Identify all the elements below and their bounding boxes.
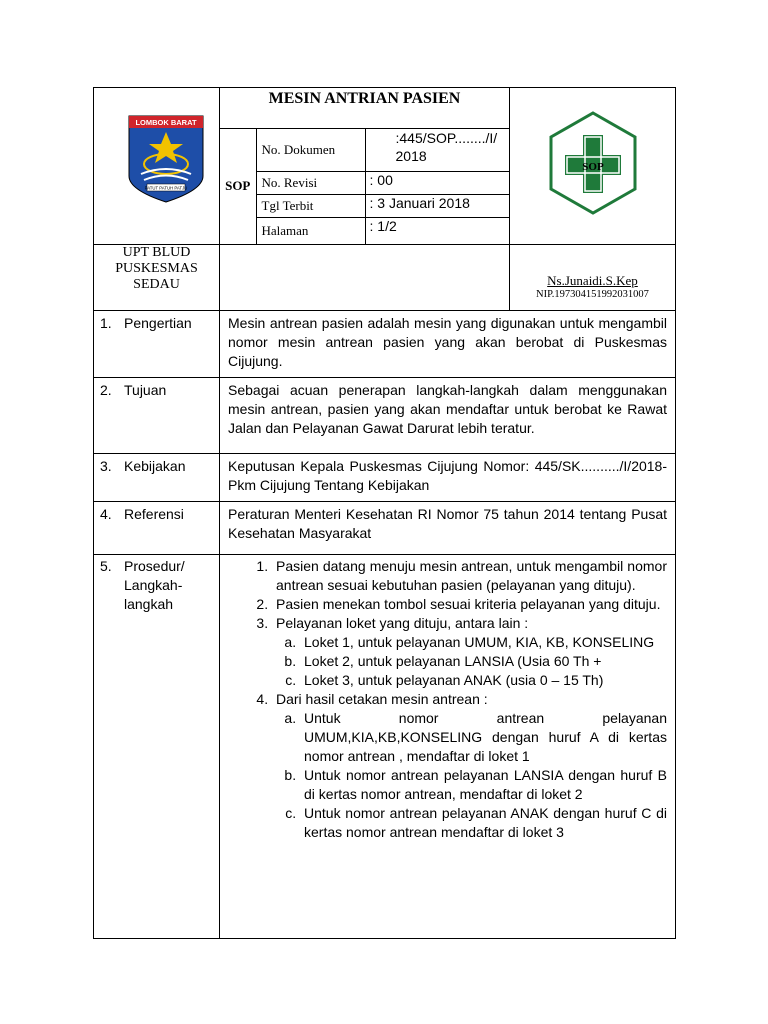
procedure-substep: b. Loket 2, untuk pelayanan LANSIA (Usia 60 Th + bbox=[300, 652, 667, 671]
section-body-kebijakan: Keputusan Kepala Puskesmas Cijujung Nomor: 445/SK........../I/2018-Pkm Cijujung Tentang Kebijakan bbox=[220, 454, 676, 502]
step-text: Pelayanan loket yang dituju, antara lain : bbox=[276, 615, 529, 631]
lombok-barat-emblem bbox=[127, 114, 205, 204]
section-body-prosedur bbox=[220, 555, 676, 939]
meta-value-halaman: : 1/2 bbox=[365, 218, 509, 244]
procedure-substep: a. Untuk nomor antrean pelayanan UMUM,KIA,KB,KONSELING dengan huruf A di kertas nomor antrean , mendaftar di loket 1 bbox=[300, 709, 667, 766]
right-logo-cell bbox=[510, 88, 676, 245]
logo-left-banner: LOMBOK BARAT bbox=[135, 118, 197, 127]
section-number: 5. bbox=[100, 558, 112, 574]
left-logo-cell bbox=[94, 88, 220, 245]
logo-left-motto: PATUT PATUH PATJU bbox=[144, 185, 188, 191]
procedure-substep: b. Untuk nomor antrean pelayanan LANSIA dengan huruf B di kertas nomor antrean, mendaftar di loket 2 bbox=[300, 766, 667, 804]
section-label-text: Referensi bbox=[124, 506, 184, 522]
section-body-pengertian: Mesin antrean pasien adalah mesin yang digunakan untuk mengambil nomor mesin antrean pasien yang akan berobat di Puskesmas Cijujung. bbox=[220, 311, 676, 378]
signature-cell bbox=[510, 245, 676, 311]
procedure-step bbox=[272, 690, 667, 842]
unit-line3: SEDAU bbox=[133, 277, 180, 292]
logo-right-text: SOP bbox=[582, 161, 604, 173]
section-body-tujuan: Sebagai acuan penerapan langkah-langkah dalam menggunakan mesin antrean, pasien yang akan mendaftar untuk berobat ke Rawat Jalan dan Pelayanan Gawat Darurat lebih teratur. bbox=[220, 378, 676, 454]
procedure-step bbox=[272, 557, 667, 595]
section-label-text: Pengertian bbox=[124, 315, 192, 331]
step-text: Pasien menekan tombol sesuai kriteria pelayanan yang dituju. bbox=[276, 596, 661, 612]
procedure-substep: c. Untuk nomor antrean pelayanan ANAK dengan huruf C di kertas nomor antrean mendaftar di loket 3 bbox=[300, 804, 667, 842]
document-title: MESIN ANTRIAN PASIEN bbox=[268, 90, 461, 107]
meta-label-no-dokumen: No. Dokumen bbox=[256, 129, 365, 172]
section-label-text: Kebijakan bbox=[124, 458, 186, 474]
procedure-substeps bbox=[276, 633, 667, 690]
title-meta-cell bbox=[220, 88, 510, 245]
section-body-referensi: Peraturan Menteri Kesehatan RI Nomor 75 tahun 2014 tentang Pusat Kesehatan Masyarakat bbox=[220, 502, 676, 555]
signatory-nip: NIP.197304151992031007 bbox=[536, 288, 649, 300]
blank-cell bbox=[220, 245, 510, 311]
section-label-text: langkah bbox=[124, 596, 174, 612]
section-label-prosedur bbox=[94, 555, 220, 939]
section-label-text: Langkah- bbox=[124, 577, 183, 593]
section-label-text: Prosedur/ bbox=[124, 558, 185, 574]
meta-value-tgl-terbit: : 3 Januari 2018 bbox=[365, 195, 509, 218]
section-number: 2. bbox=[100, 382, 112, 398]
sop-label: SOP bbox=[220, 129, 256, 244]
section-number: 4. bbox=[100, 506, 112, 522]
section-number: 1. bbox=[100, 315, 112, 331]
section-label-text: Tujuan bbox=[124, 382, 167, 398]
section-label-kebijakan bbox=[94, 454, 220, 502]
meta-value-no-dokumen: :445/SOP......../I/ 2018 bbox=[365, 129, 509, 172]
procedure-step bbox=[272, 614, 667, 690]
signatory-name: Ns.Junaidi.S.Kep bbox=[547, 272, 638, 288]
section-label-pengertian bbox=[94, 311, 220, 378]
step-text: Pasien datang menuju mesin antrean, untuk mengambil nomor antrean sesuai kebutuhan pasien (pelayanan yang dituju). bbox=[276, 558, 667, 593]
meta-label-halaman: Halaman bbox=[256, 218, 365, 244]
meta-label-no-revisi: No. Revisi bbox=[256, 172, 365, 195]
procedure-step bbox=[272, 595, 667, 614]
procedure-substeps bbox=[276, 709, 667, 842]
meta-value-no-revisi: : 00 bbox=[365, 172, 509, 195]
procedure-list bbox=[228, 557, 667, 842]
sop-table bbox=[93, 87, 676, 939]
unit-cell bbox=[94, 245, 220, 311]
procedure-substep: c. Loket 3, untuk pelayanan ANAK (usia 0 – 15 Th) bbox=[300, 671, 667, 690]
sop-hexagon-logo bbox=[547, 111, 639, 215]
section-label-tujuan bbox=[94, 378, 220, 454]
step-text: Dari hasil cetakan mesin antrean : bbox=[276, 691, 488, 707]
meta-label-tgl-terbit: Tgl Terbit bbox=[256, 195, 365, 218]
unit-line2: PUSKESMAS bbox=[115, 261, 198, 276]
procedure-substep: a. Loket 1, untuk pelayanan UMUM, KIA, KB, KONSELING bbox=[300, 633, 667, 652]
section-number: 3. bbox=[100, 458, 112, 474]
unit-line1: UPT BLUD bbox=[122, 245, 191, 260]
meta-table bbox=[220, 128, 509, 244]
section-label-referensi bbox=[94, 502, 220, 555]
